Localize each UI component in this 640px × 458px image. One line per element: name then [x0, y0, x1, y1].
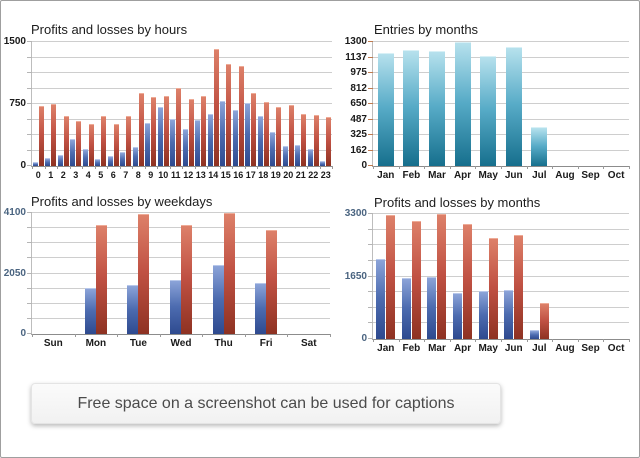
plot-area	[3, 207, 330, 349]
x-axis-label: 12	[183, 170, 194, 180]
bar-profit-Jan	[376, 259, 385, 339]
x-axis-label: May	[478, 170, 498, 181]
bar-loss-16	[239, 66, 244, 166]
x-axis-label: Feb	[402, 343, 421, 354]
bar-loss-Jun	[514, 235, 523, 339]
bar-loss-0	[39, 106, 44, 166]
category-23	[320, 42, 333, 166]
bar-loss-13	[201, 96, 206, 166]
x-axis-label: Oct	[607, 343, 625, 354]
bar-loss-Tue	[138, 214, 149, 334]
bar-profit-Mar	[427, 277, 436, 340]
x-axis-label: 22	[308, 170, 319, 180]
category-Fri	[245, 213, 288, 334]
bar-profit-15	[220, 101, 225, 166]
bar-profit-4	[83, 149, 88, 166]
bar-loss-Mon	[96, 225, 107, 334]
bar-loss-7	[126, 116, 131, 166]
x-axis-label: Thu	[214, 338, 233, 349]
category-Sun	[32, 213, 75, 334]
category-Wed	[160, 213, 203, 334]
category-Jan	[373, 42, 399, 166]
chart-title: Entries by months	[374, 22, 479, 37]
y-axis-label: 1300	[344, 36, 367, 47]
category-Aug	[552, 42, 578, 166]
x-axis-label: Aug	[555, 343, 575, 354]
x-axis-label: Jun	[504, 343, 523, 354]
bar-loss-21	[301, 114, 306, 166]
category-Sep	[578, 214, 604, 339]
x-axis-label: 5	[98, 170, 104, 180]
y-axis-label: 4100	[3, 207, 26, 218]
y-axis-label: 325	[350, 129, 367, 140]
x-axis-label: 11	[170, 170, 181, 180]
x-axis-label: Oct	[607, 170, 625, 181]
x-axis-tick	[629, 339, 630, 342]
bar-profit-3	[70, 139, 75, 166]
y-axis-label: 2050	[3, 267, 26, 279]
bar-profit-21	[295, 145, 300, 166]
bar-loss-15	[226, 64, 231, 166]
bar-profit-Mon	[85, 288, 96, 334]
chart-profits-losses-by-hours	[3, 9, 336, 186]
x-axis-label: 6	[110, 170, 116, 180]
bar-profit-May	[479, 291, 488, 339]
bar-profit-11	[170, 119, 175, 166]
x-axis-label: 9	[148, 170, 154, 180]
x-axis-labels	[373, 166, 629, 181]
y-axis-label: 162	[350, 144, 367, 156]
category-13	[195, 42, 208, 166]
bars-row	[373, 42, 629, 166]
bar-loss-5	[101, 116, 106, 166]
x-axis-label: 7	[123, 170, 129, 180]
x-axis-label: 2	[60, 170, 66, 180]
bar-loss-4	[89, 124, 94, 166]
bar-entries-Feb	[403, 50, 419, 166]
category-Apr	[450, 214, 476, 339]
category-Mar	[424, 214, 450, 339]
chart-profits-losses-by-weekdays	[3, 191, 336, 361]
bar-profit-Jun	[504, 290, 513, 339]
category-May	[475, 42, 501, 166]
x-axis-label: 3	[73, 170, 79, 180]
category-9	[145, 42, 158, 166]
x-axis-label: 4	[85, 170, 91, 180]
x-axis-label: Aug	[555, 170, 575, 181]
bar-loss-23	[326, 117, 331, 166]
x-axis-label: Feb	[402, 170, 421, 181]
category-Jun	[501, 214, 527, 339]
bar-profit-13	[195, 120, 200, 166]
x-axis-labels	[32, 166, 332, 180]
x-axis-label: Jan	[377, 170, 395, 181]
x-axis-label: 14	[208, 170, 219, 180]
bar-profit-5	[95, 159, 100, 166]
x-axis-label: Jun	[504, 170, 523, 181]
x-axis-label: 21	[295, 170, 306, 180]
x-axis-label: Apr	[453, 343, 472, 354]
bar-loss-Mar	[437, 214, 446, 339]
bar-profit-Fri	[255, 283, 266, 334]
bar-entries-Jun	[506, 47, 522, 166]
x-axis-label: Wed	[170, 338, 192, 349]
bar-profit-18	[258, 116, 263, 166]
x-axis-label: Sep	[581, 343, 600, 354]
x-axis-label: May	[478, 343, 498, 354]
category-Apr	[450, 42, 476, 166]
category-16	[232, 42, 245, 166]
bar-profit-19	[270, 132, 275, 166]
x-axis-label: Apr	[453, 170, 472, 181]
category-Tue	[117, 213, 160, 334]
category-Jul	[527, 42, 553, 166]
bar-profit-20	[283, 146, 288, 166]
category-11	[170, 42, 183, 166]
y-axis-label: 0	[20, 328, 26, 339]
category-17	[245, 42, 258, 166]
bar-loss-12	[189, 99, 194, 166]
x-axis-label: 8	[135, 170, 141, 180]
bar-loss-18	[264, 102, 269, 166]
category-7	[120, 42, 133, 166]
category-19	[270, 42, 283, 166]
x-axis-label: Fri	[259, 338, 273, 349]
bar-profit-6	[108, 156, 113, 166]
x-axis-labels	[32, 334, 330, 349]
bar-loss-Fri	[266, 230, 277, 334]
category-5	[95, 42, 108, 166]
y-axis-label: 1137	[345, 51, 367, 63]
category-2	[57, 42, 70, 166]
category-3	[70, 42, 83, 166]
y-axis-label: 1650	[344, 270, 367, 282]
chart-title: Profits and losses by months	[374, 195, 541, 210]
x-axis-label: Jul	[532, 343, 547, 354]
bar-entries-Apr	[455, 42, 471, 166]
x-axis-label: 13	[195, 170, 206, 180]
bar-loss-19	[276, 107, 281, 166]
caption: Free space on a screenshot can be used for captions	[31, 383, 501, 424]
x-axis-labels	[373, 339, 629, 354]
category-May	[475, 214, 501, 339]
bar-profit-Apr	[453, 293, 462, 339]
x-axis-label: Mon	[85, 338, 107, 349]
bar-profit-1	[45, 158, 50, 166]
chart-profits-losses-by-months	[342, 191, 635, 361]
category-Oct	[603, 214, 629, 339]
x-axis-tick	[330, 334, 331, 337]
chart-title: Profits and losses by weekdays	[31, 194, 213, 209]
chart-entries-by-months	[342, 9, 635, 186]
category-22	[307, 42, 320, 166]
bar-entries-May	[480, 56, 496, 166]
bar-loss-Jan	[386, 215, 395, 339]
y-axis-label: 650	[350, 98, 367, 109]
y-axis-label: 750	[9, 98, 26, 109]
x-axis-label: 0	[35, 170, 41, 180]
bar-loss-14	[214, 49, 219, 166]
x-axis-tick	[629, 166, 630, 169]
plot-area	[3, 36, 332, 180]
y-axis-label: 0	[361, 333, 367, 344]
x-axis-label: Sun	[43, 338, 63, 349]
bar-loss-10	[164, 96, 169, 166]
bar-loss-11	[176, 88, 181, 166]
bar-loss-20	[289, 105, 294, 166]
y-axis-label: 0	[361, 160, 367, 171]
chart-title: Profits and losses by hours	[31, 22, 188, 37]
category-1	[45, 42, 58, 166]
bar-profit-16	[233, 110, 238, 166]
y-axis-label: 1500	[3, 36, 26, 47]
bar-profit-22	[308, 149, 313, 166]
bar-profit-7	[120, 152, 125, 166]
category-Sat	[287, 213, 330, 334]
bar-profit-Thu	[213, 265, 224, 334]
bar-entries-Mar	[429, 51, 445, 166]
bar-loss-22	[314, 115, 319, 166]
category-15	[220, 42, 233, 166]
bar-profit-12	[183, 129, 188, 166]
x-axis-label: 19	[270, 170, 281, 180]
x-axis-label: Tue	[129, 338, 147, 349]
bar-profit-8	[133, 147, 138, 166]
category-6	[107, 42, 120, 166]
y-axis-label: 975	[350, 67, 367, 78]
bar-loss-3	[76, 121, 81, 166]
category-Aug	[552, 214, 578, 339]
category-12	[182, 42, 195, 166]
plot-area	[344, 208, 629, 354]
bar-loss-1	[51, 104, 56, 166]
x-axis-label: Jan	[377, 343, 395, 354]
bar-entries-Jan	[378, 53, 394, 167]
bar-loss-Wed	[181, 225, 192, 334]
x-axis-label: Sep	[581, 170, 600, 181]
bar-loss-8	[139, 93, 144, 166]
bar-entries-Jul	[531, 127, 547, 166]
bar-profit-Jul	[530, 330, 539, 339]
category-Sep	[578, 42, 604, 166]
bar-profit-Tue	[127, 285, 138, 334]
bar-profit-10	[158, 107, 163, 166]
bar-profit-2	[58, 155, 63, 166]
bar-loss-2	[64, 116, 69, 166]
x-axis-label: 17	[245, 170, 256, 180]
category-Oct	[603, 42, 629, 166]
bar-profit-Wed	[170, 280, 181, 334]
category-Jan	[373, 214, 399, 339]
bar-profit-9	[145, 123, 150, 166]
category-8	[132, 42, 145, 166]
x-axis-label: Mar	[428, 343, 446, 354]
bar-loss-Jul	[540, 303, 549, 339]
x-axis-label: 1	[48, 170, 54, 180]
x-axis-label: 10	[158, 170, 169, 180]
category-4	[82, 42, 95, 166]
category-Thu	[202, 213, 245, 334]
x-axis-label: Sat	[300, 338, 317, 349]
bar-profit-14	[208, 114, 213, 166]
bar-loss-6	[114, 124, 119, 166]
y-axis-label: 487	[350, 113, 367, 125]
category-Mar	[424, 42, 450, 166]
bar-loss-Thu	[224, 213, 235, 334]
category-10	[157, 42, 170, 166]
y-axis-label: 0	[20, 160, 26, 171]
bar-loss-17	[251, 93, 256, 166]
bar-profit-Feb	[402, 278, 411, 339]
bar-profit-17	[245, 103, 250, 166]
x-axis-label: Mar	[428, 170, 446, 181]
x-axis-label: Jul	[532, 170, 547, 181]
x-axis-label: 16	[233, 170, 244, 180]
x-axis-label: 20	[283, 170, 294, 180]
x-axis-label: 15	[220, 170, 231, 180]
category-Feb	[399, 214, 425, 339]
category-0	[32, 42, 45, 166]
category-14	[207, 42, 220, 166]
category-Jul	[527, 214, 553, 339]
category-21	[295, 42, 308, 166]
plot-area	[344, 36, 629, 181]
x-axis-label: 23	[320, 170, 331, 180]
y-axis-label: 812	[350, 82, 367, 94]
category-20	[282, 42, 295, 166]
x-axis-label: 18	[258, 170, 269, 180]
bars-row	[32, 213, 330, 334]
category-Jun	[501, 42, 527, 166]
bar-loss-Feb	[412, 221, 421, 339]
category-18	[257, 42, 270, 166]
bars-row	[373, 214, 629, 339]
bar-loss-Apr	[463, 224, 472, 339]
category-Feb	[399, 42, 425, 166]
category-Mon	[75, 213, 118, 334]
bar-loss-9	[151, 97, 156, 166]
bars-row	[32, 42, 332, 166]
y-axis-label: 3300	[344, 208, 367, 219]
bar-loss-May	[489, 238, 498, 339]
